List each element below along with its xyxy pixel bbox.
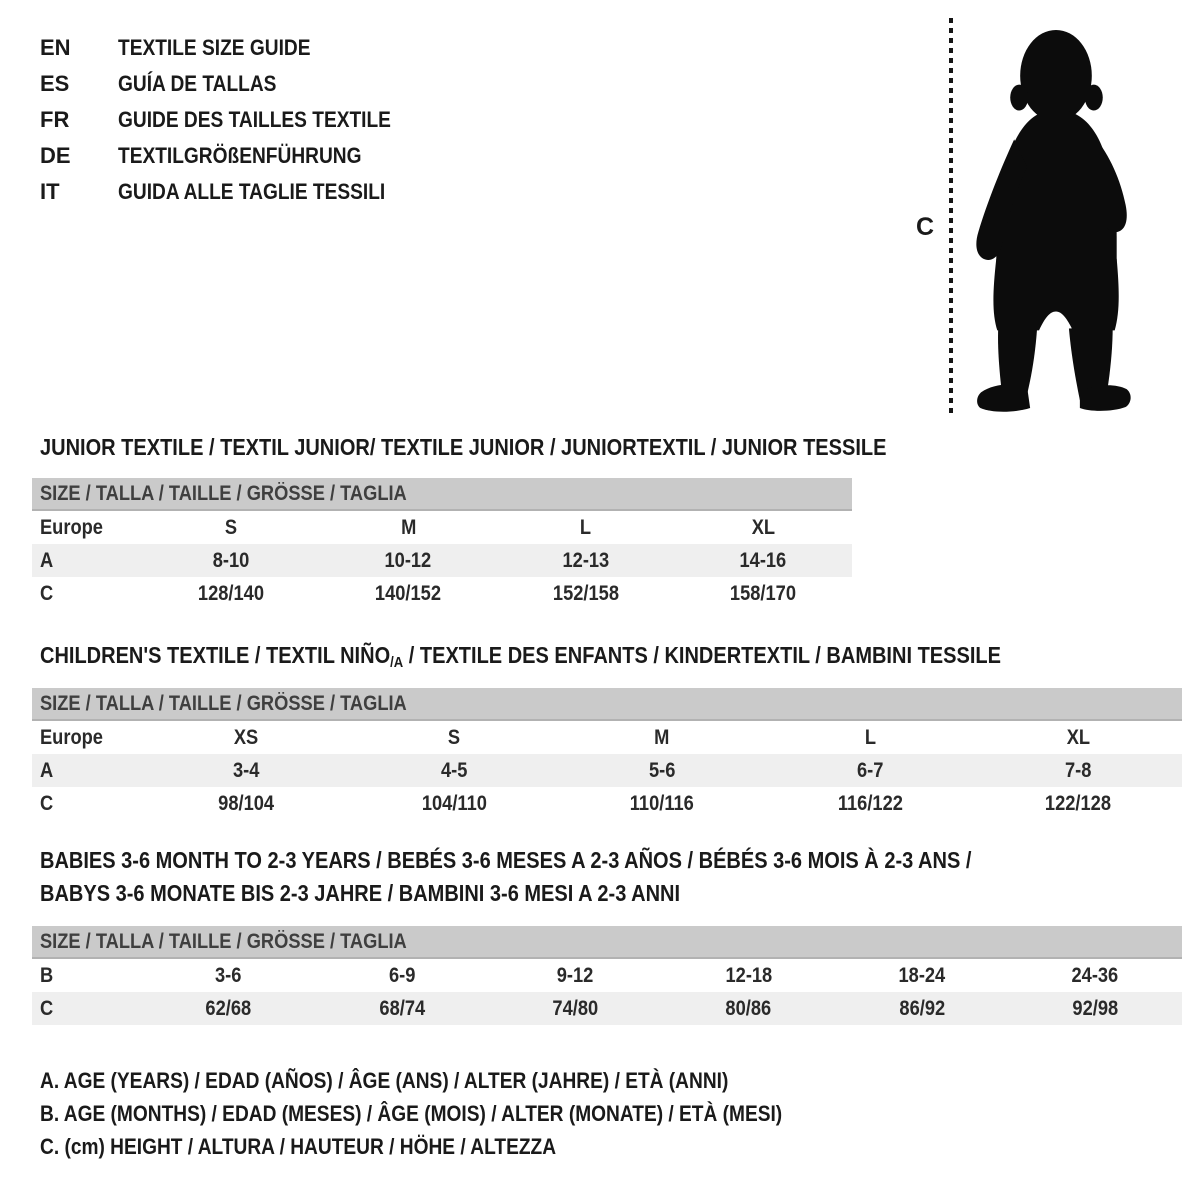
table-row-height <box>32 992 1182 1025</box>
table-cell: 86/92 <box>899 997 945 1020</box>
table-cell: 6-9 <box>388 964 416 987</box>
height-measure-label: C <box>916 213 935 241</box>
table-row-height <box>32 577 852 610</box>
language-title-list <box>40 30 432 210</box>
junior-section-heading: JUNIOR TEXTILE / TEXTIL JUNIOR/ TEXTILE JUNIOR / JUNIORTEXTIL / JUNIOR TESSILE <box>40 434 887 460</box>
babies-size-table <box>32 926 1182 1025</box>
lang-title: TEXTILE SIZE GUIDE <box>118 35 311 60</box>
table-row-height <box>32 787 1182 820</box>
table-cell: 7-8 <box>1064 759 1092 782</box>
table-cell: 152/158 <box>552 582 619 605</box>
size-bar: SIZE / TALLA / TAILLE / GRÖSSE / TAGLIA <box>32 478 852 511</box>
junior-size-table <box>32 478 852 610</box>
table-cell: 92/98 <box>1072 997 1119 1020</box>
table-row-months <box>32 959 1182 992</box>
table-cell: 3-4 <box>232 759 260 782</box>
size-bar: SIZE / TALLA / TAILLE / GRÖSSE / TAGLIA <box>32 688 1182 721</box>
toddler-silhouette-icon <box>968 18 1140 416</box>
row-label: A <box>40 759 54 782</box>
legend-line-b: B. AGE (MONTHS) / EDAD (MESES) / ÂGE (MOIS) / ALTER (MONATE) / ETÀ (MESI) <box>40 1101 783 1126</box>
table-cell: 9-12 <box>557 964 594 987</box>
table-cell: 104/110 <box>421 792 487 815</box>
lang-code: ES <box>40 71 70 96</box>
table-cell: 140/152 <box>375 582 442 605</box>
row-label: A <box>40 549 54 572</box>
table-cell: 5-6 <box>648 759 676 782</box>
table-cell: XL <box>751 516 775 539</box>
table-cell: S <box>447 726 461 749</box>
table-cell: XL <box>1066 726 1090 749</box>
measurement-legend <box>40 1064 893 1163</box>
row-label: Europe <box>40 516 103 539</box>
table-cell: 6-7 <box>856 759 884 782</box>
table-cell: 128/140 <box>197 582 264 605</box>
lang-title: GUÍA DE TALLAS <box>118 71 277 96</box>
lang-row-de <box>40 138 432 174</box>
row-label: Europe <box>40 726 103 749</box>
lang-row-it <box>40 174 432 210</box>
lang-code: FR <box>40 107 70 132</box>
table-cell: 4-5 <box>440 759 468 782</box>
lang-code: DE <box>40 143 71 168</box>
row-label: C <box>40 792 54 815</box>
row-label: C <box>40 997 54 1020</box>
table-cell: 98/104 <box>218 792 274 815</box>
lang-title: GUIDA ALLE TAGLIE TESSILI <box>118 179 386 204</box>
table-cell: 24-36 <box>1071 964 1119 987</box>
lang-title: GUIDE DES TAILLES TEXTILE <box>118 107 391 132</box>
children-size-table <box>32 688 1182 820</box>
children-section-heading: CHILDREN'S TEXTILE / TEXTIL $NIÑO_{/A}$ / TEXTILE DES ENFANTS / KINDERTEXTIL / BAMBINI TESSILE <box>40 642 1001 671</box>
table-cell: 158/170 <box>730 582 797 605</box>
table-cell: 14-16 <box>739 549 787 572</box>
row-label: C <box>40 582 54 605</box>
legend-line-c: C. (cm) HEIGHT / ALTURA / HAUTEUR / HÖHE / ALTEZZA <box>40 1134 557 1159</box>
row-label: B <box>40 964 54 987</box>
babies-section-heading: BABIES 3-6 MONTH TO 2-3 YEARS / BEBÉS 3-6 MESES A 2-3 AÑOS / BÉBÉS 3-6 MOIS À 2-3 ANS / BABYS 3-6 MONATE BIS 2-3 JAHRE / BAMBINI 3-6 MESI A 2-3 ANNI <box>40 847 972 906</box>
legend-line-a: A. AGE (YEARS) / EDAD (AÑOS) / ÂGE (ANS) / ALTER (JAHRE) / ETÀ (ANNI) <box>40 1068 729 1093</box>
table-cell: 110/116 <box>629 792 695 815</box>
table-row-europe <box>32 511 852 544</box>
table-cell: 3-6 <box>215 964 242 987</box>
table-cell: 12-18 <box>725 964 773 987</box>
table-cell: 80/86 <box>725 997 772 1020</box>
lang-code: IT <box>40 179 60 204</box>
table-row-age <box>32 754 1182 787</box>
table-cell: 74/80 <box>552 997 599 1020</box>
lang-code: EN <box>40 35 71 60</box>
table-cell: 12-13 <box>562 549 610 572</box>
lang-row-es <box>40 66 432 102</box>
table-row-age <box>32 544 852 577</box>
lang-row-en <box>40 30 432 66</box>
table-cell: M <box>400 516 416 539</box>
table-cell: S <box>224 516 237 539</box>
table-cell: L <box>864 726 876 749</box>
table-cell: L <box>580 516 592 539</box>
table-cell: 116/122 <box>837 792 903 815</box>
lang-title: TEXTILGRÖßENFÜHRUNG <box>118 143 362 168</box>
table-cell: 18-24 <box>898 964 946 987</box>
table-cell: 10-12 <box>384 549 432 572</box>
table-row-europe <box>32 721 1182 754</box>
size-bar: SIZE / TALLA / TAILLE / GRÖSSE / TAGLIA <box>32 926 1182 959</box>
table-cell: 68/74 <box>379 997 425 1020</box>
height-measure-dashed-line <box>949 18 953 416</box>
table-cell: XS <box>233 726 259 749</box>
nino-a-subscript: /A <box>390 654 404 671</box>
table-cell: 8-10 <box>212 549 250 572</box>
lang-row-fr <box>40 102 432 138</box>
table-cell: 122/128 <box>1044 792 1112 815</box>
table-cell: 62/68 <box>205 997 252 1020</box>
table-cell: M <box>654 726 670 749</box>
